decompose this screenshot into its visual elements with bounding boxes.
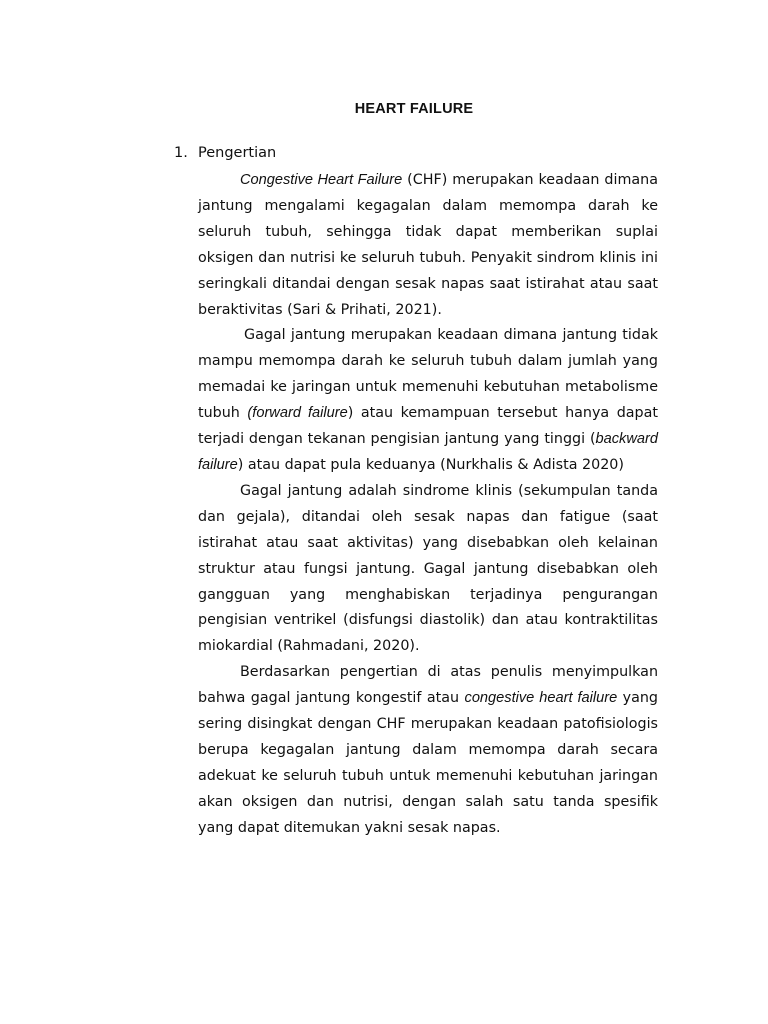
paragraph-4	[198, 660, 658, 841]
paragraph-2-text-c: ) atau dapat pula keduanya (Nurkhalis & Adista 2020)	[237, 456, 624, 473]
paragraph-2-close-paren: )	[347, 405, 354, 422]
paragraph-4-text-b: yang sering disingkat dengan CHF merupakan keadaan patofisiologis berupa kegagalan jantung dalam memompa darah secara adekuat ke seluruh tubuh untuk memenuhi kebutuhan jaringan akan oksigen dan nutrisi, dengan salah satu tanda spesifik yang dapat ditemukan yakni sesak napas.	[198, 690, 659, 836]
document-title: HEART FAILURE	[354, 101, 474, 117]
term-forward-failure: forward failure	[252, 405, 348, 422]
paragraph-2-text-a: Gagal jantung merupakan keadaan dimana jantung tidak mampu memompa darah ke seluruh tubuh dalam jumlah yang memadai ke jaringan untuk memenuhi kebutuhan metabolisme tubuh	[198, 327, 658, 422]
paragraph-2-text-b: atau kemampuan tersebut hanya dapat terjadi dengan tekanan pengisian jantung yang tinggi (	[198, 405, 658, 448]
section-heading: Pengertian	[198, 145, 277, 161]
paragraph-2-open-paren: (	[247, 405, 253, 422]
term-congestive-heart-failure: Congestive Heart Failure	[240, 172, 403, 188]
paragraph-1-text: (CHF) merupakan keadaan dimana jantung mengalami kegagalan dalam memompa darah ke seluruh tubuh, sehingga tidak dapat memberikan suplai oksigen dan nutrisi ke seluruh tubuh. Penyakit sindrom klinis ini seringkali ditandai dengan sesak napas saat istirahat atau saat beraktivitas (Sari & Prihati, 2021).	[198, 172, 658, 318]
paragraph-2	[198, 323, 658, 478]
section-body	[198, 168, 658, 842]
paragraph-4-text-a: Berdasarkan pengertian di atas penulis menyimpulkan bahwa gagal jantung kongestif atau	[198, 664, 658, 707]
list-number: 1.	[174, 145, 188, 161]
term-backward-failure: backward failure	[198, 431, 658, 473]
term-congestive-heart-failure-lower: congestive heart failure	[464, 690, 618, 707]
paragraph-1	[198, 168, 658, 323]
paragraph-3: Gagal jantung adalah sindrome klinis (sekumpulan tanda dan gejala), ditandai oleh sesak napas dan fatigue (saat istirahat atau saat aktivitas) yang disebabkan oleh kelainan struktur atau fungsi jantung. Gagal jantung disebabkan oleh gangguan yang menghabiskan terjadinya pengurangan pengisian ventrikel (disfungsi diastolik) dan atau kontraktilitas miokardial (Rahmadani, 2020).	[198, 482, 658, 655]
